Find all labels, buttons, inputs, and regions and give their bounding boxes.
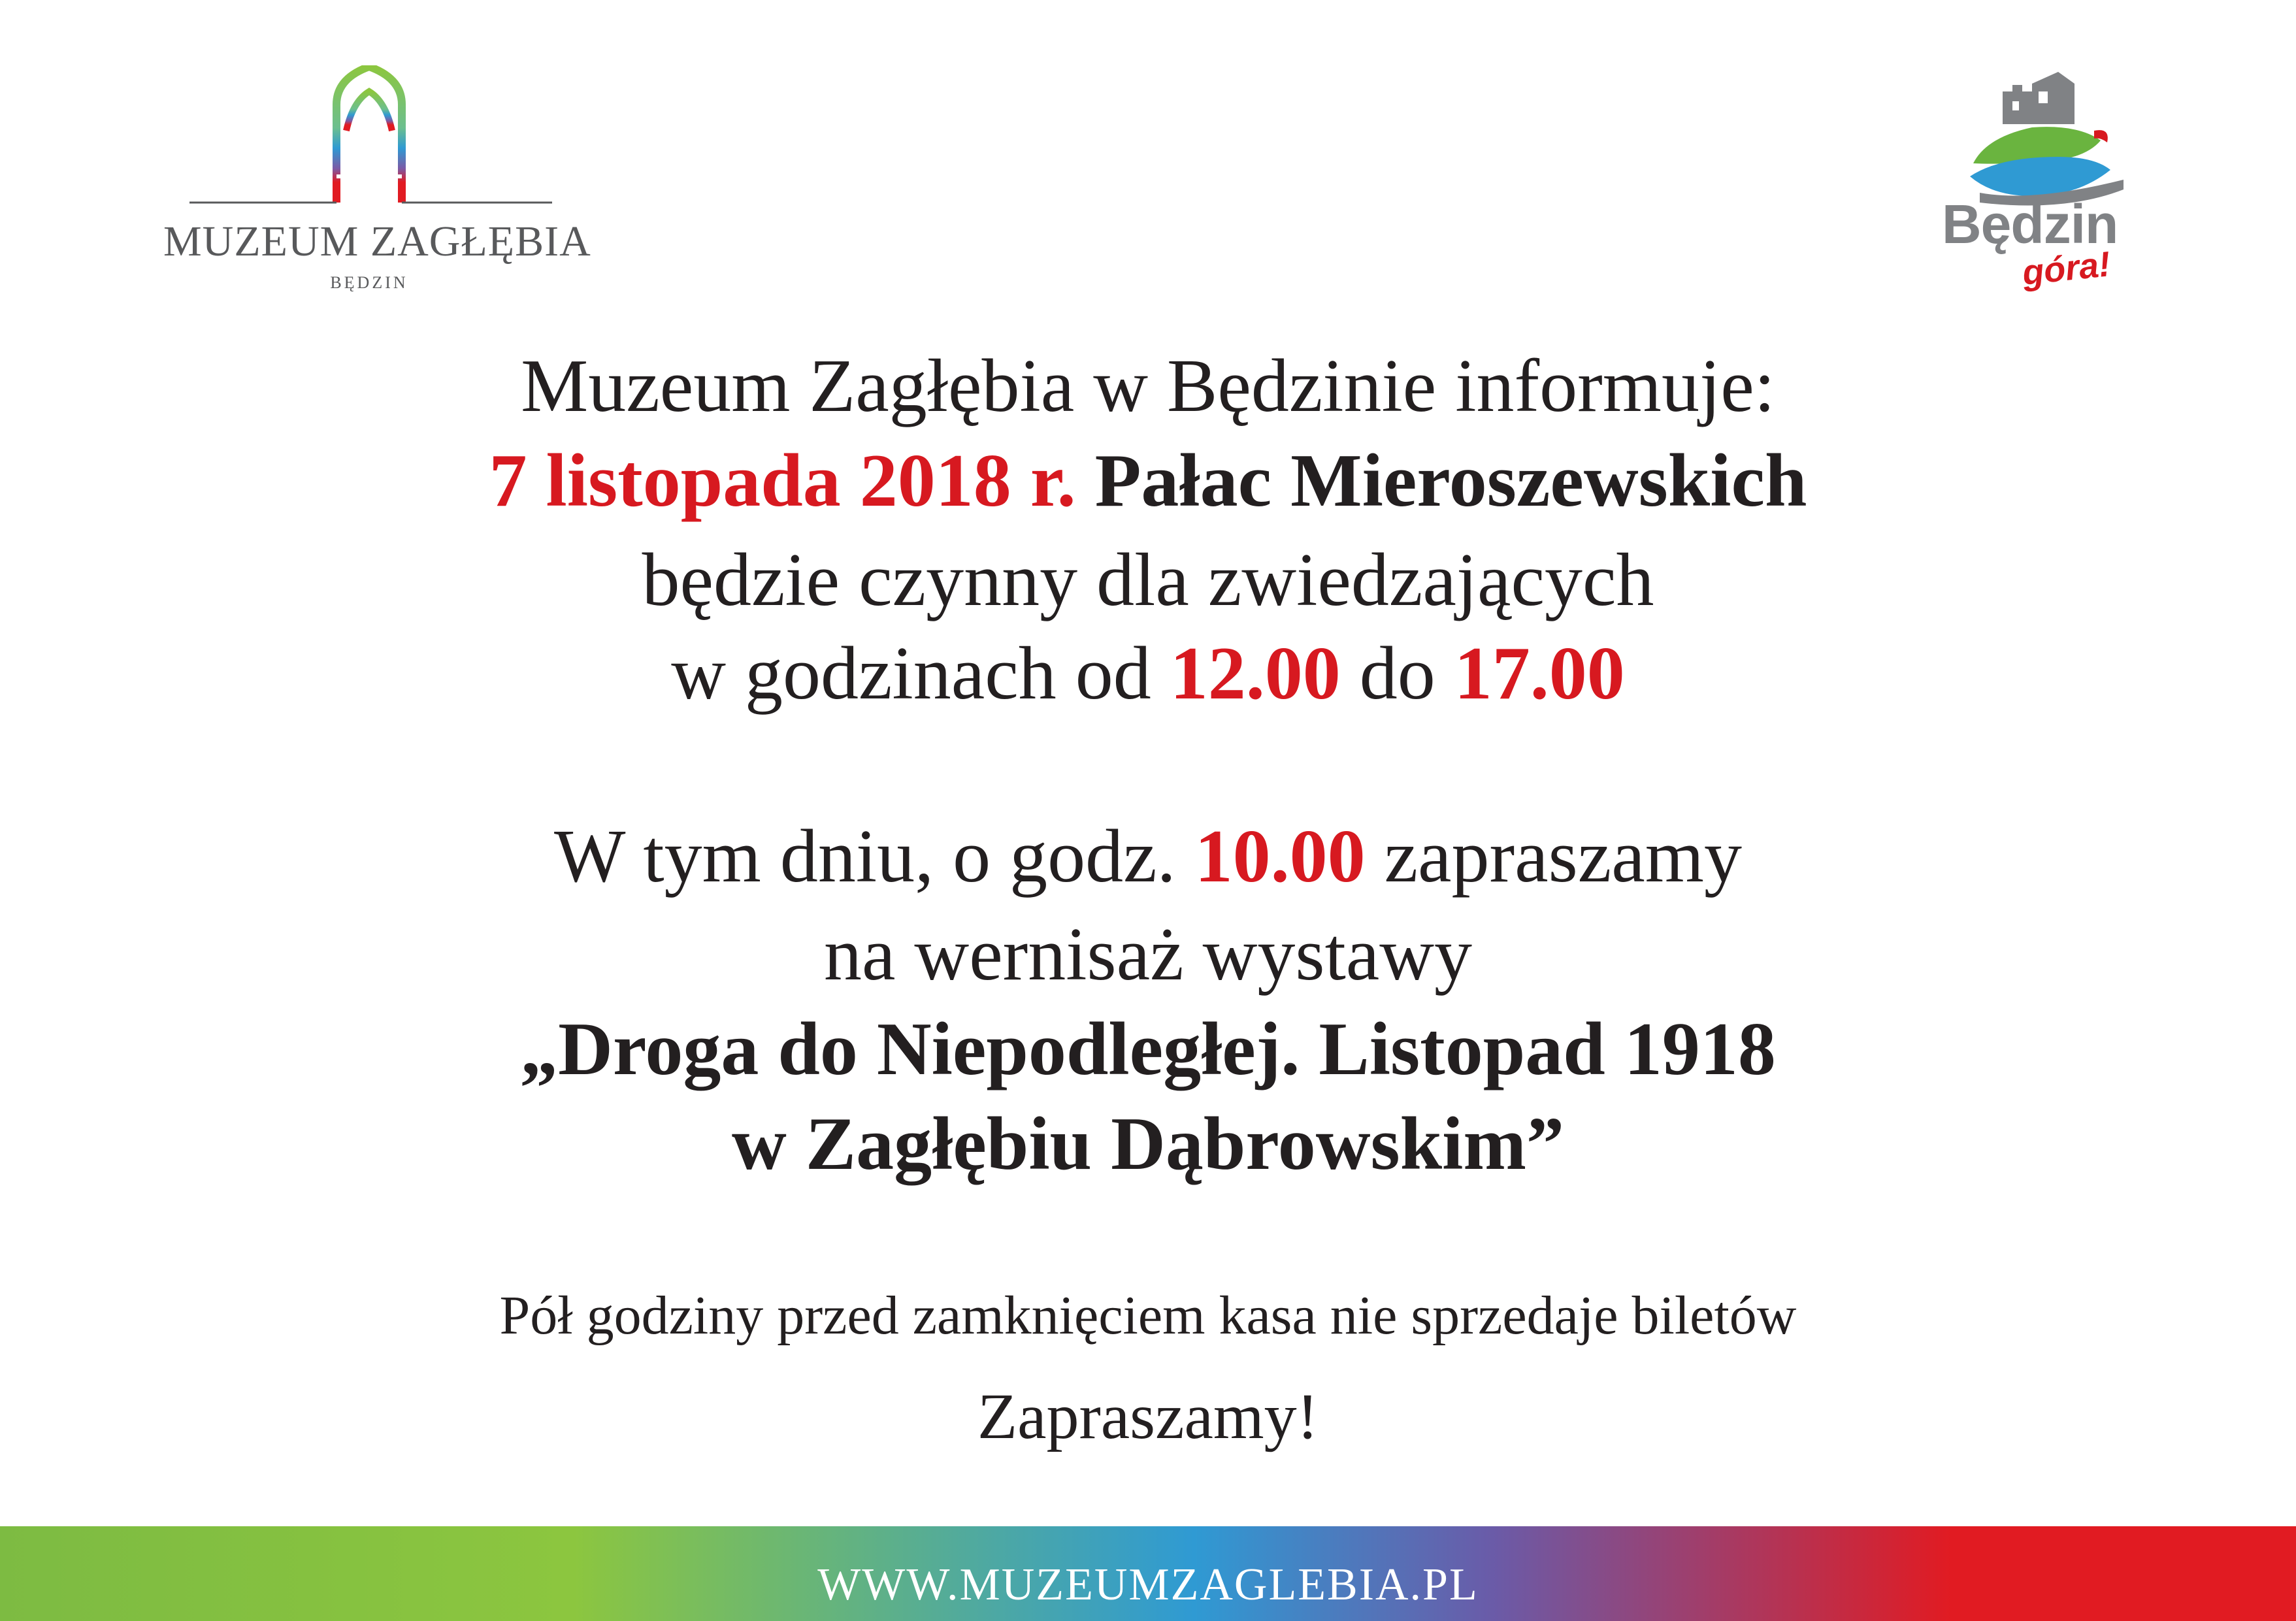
- museum-logo: [163, 65, 591, 301]
- event-date: 7 listopada 2018 r.: [489, 439, 1076, 523]
- museum-city: BĘDZIN: [330, 273, 408, 292]
- ticket-note: Pół godziny przed zamknięciem kasa nie sprzedaje biletów: [499, 1285, 1797, 1346]
- hours-mid: do: [1359, 632, 1435, 715]
- exhibition-title-line2: w Zagłębiu Dąbrowskim”: [731, 1102, 1565, 1186]
- open-to: 17.00: [1454, 632, 1625, 715]
- closing-text: Zapraszamy!: [977, 1380, 1319, 1452]
- vernissage-suffix: zapraszamy: [1384, 815, 1742, 898]
- hours-line: [0, 630, 2296, 717]
- vernissage-time: 10.00: [1194, 815, 1366, 898]
- exhibition-title-line1: „Droga do Niepodległej. Listopad 1918: [520, 1007, 1776, 1091]
- vernissage-prefix: W tym dniu, o godz.: [554, 815, 1176, 898]
- hours-prefix: w godzinach od: [671, 632, 1151, 715]
- city-tagline: góra!: [2020, 244, 2112, 293]
- notice-intro: Muzeum Zagłębia w Będzinie informuje:: [521, 344, 1775, 428]
- museum-name: MUZEUM ZAGŁĘBIA: [163, 218, 591, 265]
- open-from: 12.00: [1170, 632, 1341, 715]
- city-name: Będzin: [1942, 193, 2118, 255]
- castle-hill-icon: [1934, 65, 2130, 209]
- vernissage-line: [0, 813, 2296, 900]
- date-venue-line: [0, 438, 2296, 525]
- open-text: będzie czynny dla zwiedzających: [642, 538, 1654, 622]
- footer-url-link[interactable]: WWW.MUZEUMZAGLEBIA.PL: [817, 1560, 1479, 1610]
- vernissage-line2: na wernisaż wystawy: [823, 913, 1473, 996]
- city-logo: [1934, 65, 2130, 301]
- venue-name: Pałac Mieroszewskich: [1094, 439, 1807, 523]
